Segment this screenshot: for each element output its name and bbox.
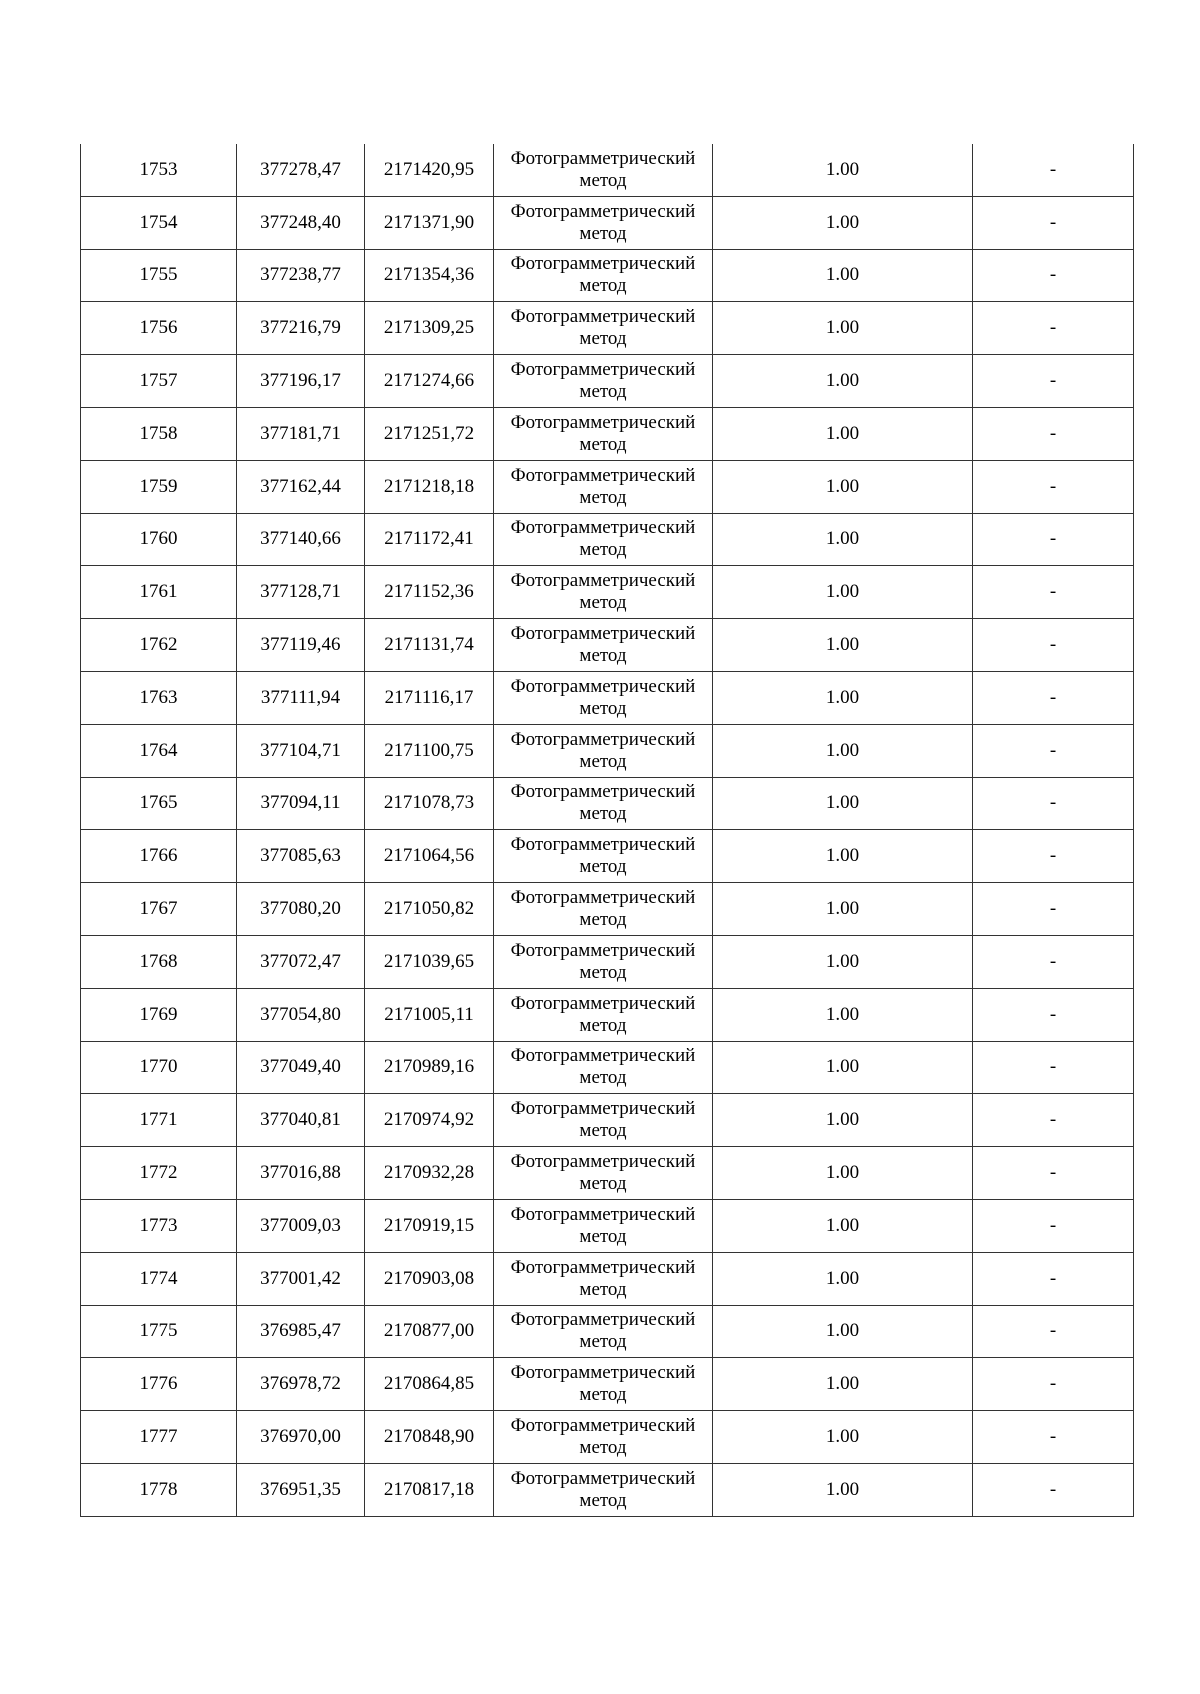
coordinate-y-cell: 2170848,90 <box>365 1411 494 1464</box>
method-line-2: метод <box>579 328 627 350</box>
coordinate-x-cell: 376978,72 <box>237 1358 365 1411</box>
accuracy-cell: 1.00 <box>713 1305 973 1358</box>
table-row <box>81 935 1134 988</box>
method-cell <box>494 1411 713 1464</box>
accuracy-cell: 1.00 <box>713 830 973 883</box>
coordinate-x-cell: 377162,44 <box>237 460 365 513</box>
note-cell: - <box>973 935 1134 988</box>
table-row <box>81 830 1134 883</box>
method-cell <box>494 249 713 302</box>
point-number-cell: 1765 <box>81 777 237 830</box>
accuracy-cell: 1.00 <box>713 777 973 830</box>
coordinate-y-cell: 2170877,00 <box>365 1305 494 1358</box>
method-line-2: метод <box>579 539 627 561</box>
point-number-cell: 1760 <box>81 513 237 566</box>
method-cell <box>494 988 713 1041</box>
method-line-1: Фотограмметрический <box>510 781 696 803</box>
table-row <box>81 1411 1134 1464</box>
method-line-1: Фотограмметрический <box>510 887 696 909</box>
point-number-cell: 1769 <box>81 988 237 1041</box>
coordinate-y-cell: 2170817,18 <box>365 1463 494 1516</box>
note-cell: - <box>973 196 1134 249</box>
method-line-1: Фотограмметрический <box>510 306 696 328</box>
coordinate-x-cell: 377080,20 <box>237 883 365 936</box>
point-number-cell: 1759 <box>81 460 237 513</box>
accuracy-cell: 1.00 <box>713 513 973 566</box>
point-number-cell: 1775 <box>81 1305 237 1358</box>
method-cell <box>494 1358 713 1411</box>
method-line-1: Фотограмметрический <box>510 1203 696 1225</box>
method-cell <box>494 355 713 408</box>
note-cell: - <box>973 1094 1134 1147</box>
method-line-1: Фотограмметрический <box>510 1151 696 1173</box>
coordinate-y-cell: 2171218,18 <box>365 460 494 513</box>
coordinate-x-cell: 377104,71 <box>237 724 365 777</box>
method-line-1: Фотограмметрический <box>510 147 696 169</box>
coordinate-x-cell: 377016,88 <box>237 1147 365 1200</box>
method-cell <box>494 724 713 777</box>
method-line-1: Фотограмметрический <box>510 1256 696 1278</box>
note-cell: - <box>973 671 1134 724</box>
coordinates-table-body <box>81 144 1134 1516</box>
method-line-2: метод <box>579 222 627 244</box>
coordinate-y-cell: 2171039,65 <box>365 935 494 988</box>
method-line-2: метод <box>579 803 627 825</box>
method-line-1: Фотограмметрический <box>510 464 696 486</box>
table-row <box>81 513 1134 566</box>
coordinate-y-cell: 2171050,82 <box>365 883 494 936</box>
table-row <box>81 144 1134 196</box>
method-cell <box>494 302 713 355</box>
point-number-cell: 1754 <box>81 196 237 249</box>
accuracy-cell: 1.00 <box>713 1199 973 1252</box>
point-number-cell: 1778 <box>81 1463 237 1516</box>
accuracy-cell: 1.00 <box>713 566 973 619</box>
table-row <box>81 1041 1134 1094</box>
note-cell: - <box>973 1199 1134 1252</box>
method-line-1: Фотограмметрический <box>510 253 696 275</box>
accuracy-cell: 1.00 <box>713 407 973 460</box>
point-number-cell: 1753 <box>81 144 237 196</box>
point-number-cell: 1770 <box>81 1041 237 1094</box>
method-cell <box>494 777 713 830</box>
coordinate-x-cell: 377248,40 <box>237 196 365 249</box>
coordinate-x-cell: 377072,47 <box>237 935 365 988</box>
table-row <box>81 1305 1134 1358</box>
method-line-2: метод <box>579 381 627 403</box>
method-cell <box>494 196 713 249</box>
point-number-cell: 1776 <box>81 1358 237 1411</box>
point-number-cell: 1766 <box>81 830 237 883</box>
coordinate-x-cell: 377049,40 <box>237 1041 365 1094</box>
note-cell: - <box>973 1147 1134 1200</box>
point-number-cell: 1763 <box>81 671 237 724</box>
note-cell: - <box>973 777 1134 830</box>
table-row <box>81 1147 1134 1200</box>
method-line-1: Фотограмметрический <box>510 623 696 645</box>
method-line-2: метод <box>579 1014 627 1036</box>
note-cell: - <box>973 619 1134 672</box>
coordinate-x-cell: 377054,80 <box>237 988 365 1041</box>
method-cell <box>494 460 713 513</box>
method-cell <box>494 830 713 883</box>
point-number-cell: 1777 <box>81 1411 237 1464</box>
coordinate-y-cell: 2170864,85 <box>365 1358 494 1411</box>
table-row <box>81 355 1134 408</box>
accuracy-cell: 1.00 <box>713 1147 973 1200</box>
method-line-2: метод <box>579 275 627 297</box>
note-cell: - <box>973 1252 1134 1305</box>
note-cell: - <box>973 830 1134 883</box>
method-line-1: Фотограмметрический <box>510 1362 696 1384</box>
accuracy-cell: 1.00 <box>713 1411 973 1464</box>
coordinate-x-cell: 377196,17 <box>237 355 365 408</box>
accuracy-cell: 1.00 <box>713 1463 973 1516</box>
point-number-cell: 1771 <box>81 1094 237 1147</box>
table-row <box>81 302 1134 355</box>
method-cell <box>494 1199 713 1252</box>
point-number-cell: 1756 <box>81 302 237 355</box>
table-row <box>81 883 1134 936</box>
accuracy-cell: 1.00 <box>713 355 973 408</box>
accuracy-cell: 1.00 <box>713 988 973 1041</box>
coordinate-y-cell: 2170932,28 <box>365 1147 494 1200</box>
coordinate-x-cell: 377001,42 <box>237 1252 365 1305</box>
method-line-2: метод <box>579 592 627 614</box>
coordinate-y-cell: 2171309,25 <box>365 302 494 355</box>
method-line-1: Фотограмметрический <box>510 1045 696 1067</box>
coordinate-y-cell: 2171172,41 <box>365 513 494 566</box>
point-number-cell: 1755 <box>81 249 237 302</box>
method-cell <box>494 1305 713 1358</box>
accuracy-cell: 1.00 <box>713 671 973 724</box>
accuracy-cell: 1.00 <box>713 196 973 249</box>
point-number-cell: 1768 <box>81 935 237 988</box>
method-line-1: Фотограмметрический <box>510 517 696 539</box>
coordinate-x-cell: 377181,71 <box>237 407 365 460</box>
method-line-2: метод <box>579 1489 627 1511</box>
coordinate-y-cell: 2171131,74 <box>365 619 494 672</box>
method-cell <box>494 513 713 566</box>
accuracy-cell: 1.00 <box>713 883 973 936</box>
method-line-2: метод <box>579 486 627 508</box>
table-row <box>81 1463 1134 1516</box>
accuracy-cell: 1.00 <box>713 724 973 777</box>
coordinate-y-cell: 2171251,72 <box>365 407 494 460</box>
coordinate-x-cell: 377040,81 <box>237 1094 365 1147</box>
method-line-2: метод <box>579 433 627 455</box>
note-cell: - <box>973 302 1134 355</box>
method-line-2: метод <box>579 909 627 931</box>
accuracy-cell: 1.00 <box>713 144 973 196</box>
accuracy-cell: 1.00 <box>713 460 973 513</box>
coordinate-y-cell: 2170919,15 <box>365 1199 494 1252</box>
coordinate-y-cell: 2170903,08 <box>365 1252 494 1305</box>
method-line-2: метод <box>579 1384 627 1406</box>
method-line-1: Фотограмметрический <box>510 200 696 222</box>
table-row <box>81 249 1134 302</box>
table-row <box>81 1094 1134 1147</box>
method-cell <box>494 1252 713 1305</box>
coordinate-x-cell: 376985,47 <box>237 1305 365 1358</box>
coordinate-y-cell: 2171420,95 <box>365 144 494 196</box>
accuracy-cell: 1.00 <box>713 302 973 355</box>
note-cell: - <box>973 407 1134 460</box>
method-cell <box>494 566 713 619</box>
coordinate-x-cell: 377140,66 <box>237 513 365 566</box>
coordinate-y-cell: 2171064,56 <box>365 830 494 883</box>
method-line-1: Фотограмметрический <box>510 675 696 697</box>
accuracy-cell: 1.00 <box>713 619 973 672</box>
note-cell: - <box>973 249 1134 302</box>
method-line-2: метод <box>579 697 627 719</box>
method-cell <box>494 1147 713 1200</box>
note-cell: - <box>973 460 1134 513</box>
method-line-1: Фотограмметрический <box>510 1098 696 1120</box>
coordinate-y-cell: 2171100,75 <box>365 724 494 777</box>
method-cell <box>494 671 713 724</box>
coordinate-x-cell: 377119,46 <box>237 619 365 672</box>
method-line-1: Фотограмметрический <box>510 939 696 961</box>
coordinate-x-cell: 377111,94 <box>237 671 365 724</box>
coordinate-x-cell: 377085,63 <box>237 830 365 883</box>
method-line-2: метод <box>579 1278 627 1300</box>
table-row <box>81 460 1134 513</box>
coordinate-x-cell: 377128,71 <box>237 566 365 619</box>
note-cell: - <box>973 1358 1134 1411</box>
method-line-2: метод <box>579 750 627 772</box>
accuracy-cell: 1.00 <box>713 1041 973 1094</box>
coordinate-x-cell: 377009,03 <box>237 1199 365 1252</box>
method-line-2: метод <box>579 1173 627 1195</box>
table-row <box>81 671 1134 724</box>
table-row <box>81 724 1134 777</box>
accuracy-cell: 1.00 <box>713 1252 973 1305</box>
method-cell <box>494 619 713 672</box>
coordinate-x-cell: 376951,35 <box>237 1463 365 1516</box>
table-row <box>81 777 1134 830</box>
method-line-1: Фотограмметрический <box>510 834 696 856</box>
note-cell: - <box>973 513 1134 566</box>
method-cell <box>494 935 713 988</box>
point-number-cell: 1764 <box>81 724 237 777</box>
table-row <box>81 196 1134 249</box>
point-number-cell: 1767 <box>81 883 237 936</box>
coordinate-x-cell: 377094,11 <box>237 777 365 830</box>
table-row <box>81 619 1134 672</box>
accuracy-cell: 1.00 <box>713 935 973 988</box>
note-cell: - <box>973 724 1134 777</box>
coordinate-x-cell: 377238,77 <box>237 249 365 302</box>
table-row <box>81 566 1134 619</box>
point-number-cell: 1762 <box>81 619 237 672</box>
method-line-2: метод <box>579 1331 627 1353</box>
method-line-1: Фотограмметрический <box>510 1309 696 1331</box>
note-cell: - <box>973 1305 1134 1358</box>
note-cell: - <box>973 355 1134 408</box>
table-row <box>81 1199 1134 1252</box>
method-line-1: Фотограмметрический <box>510 411 696 433</box>
method-line-2: метод <box>579 1225 627 1247</box>
coordinate-y-cell: 2171152,36 <box>365 566 494 619</box>
method-line-1: Фотограмметрический <box>510 359 696 381</box>
method-line-2: метод <box>579 856 627 878</box>
table-row <box>81 1252 1134 1305</box>
coordinate-y-cell: 2170974,92 <box>365 1094 494 1147</box>
note-cell: - <box>973 144 1134 196</box>
accuracy-cell: 1.00 <box>713 249 973 302</box>
coordinate-y-cell: 2171354,36 <box>365 249 494 302</box>
method-line-1: Фотограмметрический <box>510 992 696 1014</box>
coordinate-x-cell: 377278,47 <box>237 144 365 196</box>
method-cell <box>494 407 713 460</box>
table-row <box>81 407 1134 460</box>
method-line-2: метод <box>579 961 627 983</box>
coordinate-x-cell: 377216,79 <box>237 302 365 355</box>
coordinate-y-cell: 2170989,16 <box>365 1041 494 1094</box>
coordinates-table <box>80 144 1134 1517</box>
coordinate-y-cell: 2171116,17 <box>365 671 494 724</box>
method-line-2: метод <box>579 1120 627 1142</box>
note-cell: - <box>973 988 1134 1041</box>
method-line-2: метод <box>579 169 627 191</box>
method-cell <box>494 1041 713 1094</box>
note-cell: - <box>973 1463 1134 1516</box>
coordinate-y-cell: 2171078,73 <box>365 777 494 830</box>
accuracy-cell: 1.00 <box>713 1358 973 1411</box>
coordinate-y-cell: 2171274,66 <box>365 355 494 408</box>
method-cell <box>494 144 713 196</box>
table-row <box>81 1358 1134 1411</box>
accuracy-cell: 1.00 <box>713 1094 973 1147</box>
method-line-1: Фотограмметрический <box>510 1467 696 1489</box>
point-number-cell: 1758 <box>81 407 237 460</box>
point-number-cell: 1761 <box>81 566 237 619</box>
method-line-2: метод <box>579 645 627 667</box>
method-cell <box>494 1463 713 1516</box>
note-cell: - <box>973 883 1134 936</box>
point-number-cell: 1774 <box>81 1252 237 1305</box>
coordinate-y-cell: 2171371,90 <box>365 196 494 249</box>
note-cell: - <box>973 1041 1134 1094</box>
table-row <box>81 988 1134 1041</box>
note-cell: - <box>973 1411 1134 1464</box>
method-line-2: метод <box>579 1067 627 1089</box>
method-cell <box>494 1094 713 1147</box>
point-number-cell: 1757 <box>81 355 237 408</box>
point-number-cell: 1773 <box>81 1199 237 1252</box>
note-cell: - <box>973 566 1134 619</box>
method-line-1: Фотограмметрический <box>510 570 696 592</box>
coordinate-x-cell: 376970,00 <box>237 1411 365 1464</box>
method-cell <box>494 883 713 936</box>
coordinate-y-cell: 2171005,11 <box>365 988 494 1041</box>
point-number-cell: 1772 <box>81 1147 237 1200</box>
method-line-1: Фотограмметрический <box>510 728 696 750</box>
method-line-1: Фотограмметрический <box>510 1415 696 1437</box>
method-line-2: метод <box>579 1437 627 1459</box>
